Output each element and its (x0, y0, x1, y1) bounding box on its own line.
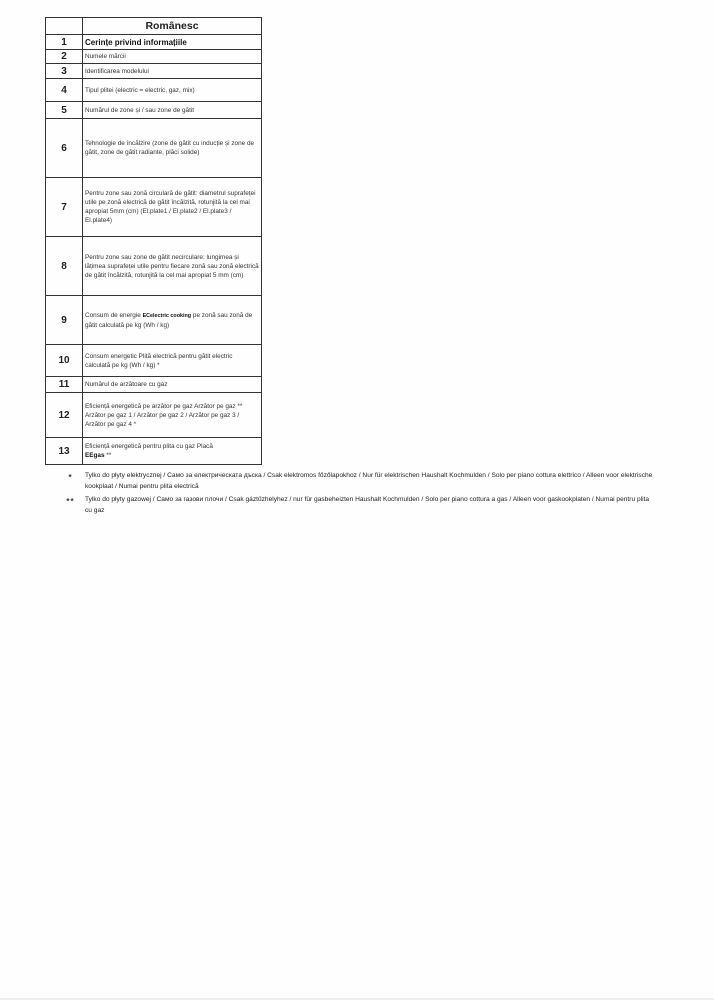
row-text: Consum energetic Plită electrică pentru gătit electric calculată pe kg (Wh / kg) * (83, 345, 262, 377)
row-text-after: ** (104, 452, 112, 459)
row-text: Tehnologie de încălzire (zone de gătit cu inducție și zone de gătit, zone de gătit radiante, plăci solide) (83, 119, 262, 178)
table-row (46, 296, 262, 345)
row-text-before: Consum de energie (85, 311, 143, 319)
table-row (46, 64, 262, 79)
row-text: Numele mărcii (83, 50, 262, 64)
row-number: 10 (46, 345, 83, 377)
row-text-line1: Eficiență energetică pe arzător pe gaz Arzător pe gaz ** (85, 402, 243, 410)
table-row (46, 35, 262, 50)
row-text: Tipul plitei (electric = electric, gaz, mix) (83, 79, 262, 102)
row-text-line1: Eficiență energetică pentru plita cu gaz Placă (85, 443, 213, 450)
footnote-text: Tylko do płyty gazowej / Само за газови плочи / Csak gáztűzhelyhez / nur für gasbeheizten Haushalt Kochmulden / Solo per piano cottura a gas / Alleen voor gaskookplaten / Numai pentru plita cu gaz (85, 496, 650, 514)
footnote-mark: ** (66, 497, 75, 506)
ee-gas-symbol: EEgas (85, 452, 105, 459)
row-number: 4 (46, 79, 83, 102)
row-number: 6 (46, 119, 83, 178)
table-row (46, 438, 262, 465)
row-text: Cerințe privind informațiile (83, 35, 262, 50)
row-text: Pentru zone sau zone de gătit necirculare: lungimea și lățimea suprafeței utile pentru fiecare zonă sau zonă electrică de gătit încălzită, rotunjită la cel mai apropiat 5 mm (cm) (83, 237, 262, 296)
row-text (83, 296, 262, 345)
row-text: Numărul de zone și / sau zone de gătit (83, 102, 262, 119)
row-number: 5 (46, 102, 83, 119)
row-number: 8 (46, 237, 83, 296)
table-row (46, 119, 262, 178)
table-row (46, 102, 262, 119)
table-row (46, 79, 262, 102)
row-number: 3 (46, 64, 83, 79)
table-row (46, 393, 262, 438)
table-row (46, 178, 262, 237)
footnote-gas (56, 494, 656, 516)
row-number: 2 (46, 50, 83, 64)
information-requirements-table (45, 17, 262, 465)
row-number: 7 (46, 178, 83, 237)
table-row (46, 237, 262, 296)
ec-electric-cooking-symbol: ECelectric cooking (142, 312, 192, 319)
row-text (83, 393, 262, 438)
row-text-after: pe zonă sau zonă de gătit calculată pe kg (Wh / kg) (85, 311, 253, 329)
row-number: 11 (46, 377, 83, 393)
footnote-text: Tylko do płyty elektrycznej / Само за електрическата дъска / Csak elektromos főzőlapokhoz / Nur für elektrischen Haushalt Kochmulden / Solo per piano cottura elettrico / Alleen voor elektrische kookplaat / Numai pentru plita electrică (85, 472, 653, 490)
header-number-cell (46, 18, 83, 35)
footnote-mark: * (68, 473, 73, 482)
row-number: 9 (46, 296, 83, 345)
row-number: 1 (46, 35, 83, 50)
row-text (83, 438, 262, 465)
table-row (46, 345, 262, 377)
row-text: Pentru zone sau zonă circulară de gătit: diametrul suprafeței utile pe zonă electrică de gătit încălzită, rotunjită la cel mai apropiat 5mm (cm) (El.plate1 / El.plate2 / El.plate3 / El.plate4) (83, 178, 262, 237)
row-text-line2: Arzător pe gaz 1 / Arzător pe gaz 2 / Arzător pe gaz 3 / Arzător pe gaz 4 * (85, 411, 240, 428)
row-text: Identificarea modelului (83, 64, 262, 79)
footnotes (56, 470, 656, 518)
table-row (46, 50, 262, 64)
table-row (46, 377, 262, 393)
row-number: 13 (46, 438, 83, 465)
footnote-electric (56, 470, 656, 492)
row-number: 12 (46, 393, 83, 438)
table-header-row (46, 18, 262, 35)
header-language: Românesc (83, 18, 262, 35)
row-text: Numărul de arzătoare cu gaz (83, 377, 262, 393)
